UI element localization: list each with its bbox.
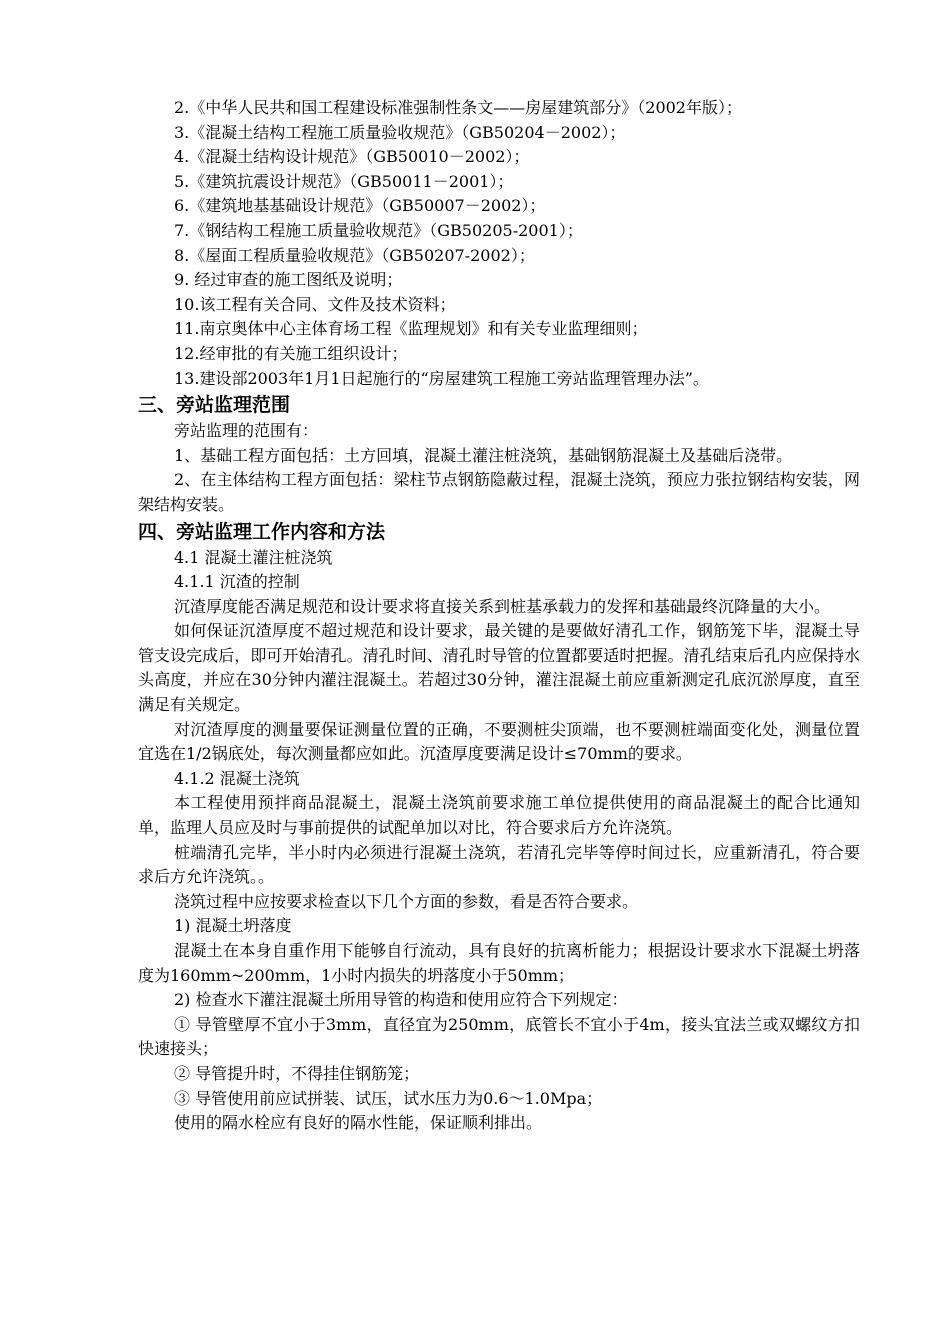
paragraph: 浇筑过程中应按要求检查以下几个方面的参数，看是否符合要求。 [174, 891, 639, 911]
paragraph: 混凝土在本身自重作用下能够自行流动，具有良好的抗离析能力；根据设计要求水下混凝土坍落度为160mm~200mm，1小时内损失的坍落度小于50mm； [138, 941, 860, 985]
paragraph: 对沉渣厚度的测量要保证测量位置的正确，不要测桩尖顶端，也不要测桩端面变化处，测量位置宜选在1/2锅底处，每次测量都应如此。沉渣厚度要满足设计≤70mm的要求。 [138, 719, 860, 764]
list-item: ① 导管壁厚不宜小于3mm，直径宜为250mm，底管长不宜小于4m，接头宜法兰或双螺纹方扣快速接头； [138, 1014, 860, 1059]
reference-item: 5.《建筑抗震设计规范》（GB50011－2001）； [174, 171, 514, 191]
paragraph: 本工程使用预拌商品混凝土，混凝土浇筑前要求施工单位提供使用的商品混凝土的配合比通知单，监理人员应及时与事前提供的试配单加以对比，符合要求后方允许浇筑。 [138, 793, 860, 838]
paragraph: 如何保证沉渣厚度不超过规范和设计要求，最关键的是要做好清孔工作，钢筋笼下毕，混凝土导管支设完成后，即可开始清孔。清孔时间、清孔时导管的位置都要适时把握。清孔结束后孔内应保持水头高度，并应在30分钟内灌注混凝土。若超过30分钟，灌注混凝土前应重新测定孔底沉淤厚度，直至满足有关规定。 [138, 621, 860, 715]
reference-item: 10.该工程有关合同、文件及技术资料； [174, 294, 456, 314]
list-item: 1) 混凝土坍落度 [174, 916, 292, 936]
paragraph: 2、在主体结构工程方面包括：梁柱节点钢筋隐蔽过程，混凝土浇筑，预应力张拉钢结构安装，网架结构安装。 [138, 470, 860, 514]
section-heading: 四、旁站监理工作内容和方法 [138, 520, 386, 543]
reference-item: 4.《混凝土结构设计规范》（GB50010－2002）； [174, 147, 530, 167]
reference-item: 9. 经过审查的施工图纸及说明； [174, 270, 403, 290]
reference-list [138, 96, 860, 391]
list-item: ② 导管提升时，不得挂住钢筋笼； [174, 1063, 420, 1083]
document-body [138, 96, 860, 1136]
subsection-heading: 4.1.1 沉渣的控制 [174, 572, 300, 592]
reference-item: 2.《中华人民共和国工程建设标准强制性条文——房屋建筑部分》（2002年版）； [174, 98, 742, 117]
list-item: 2) 检查水下灌注混凝土所用导管的构造和使用应符合下列规定： [174, 990, 628, 1010]
paragraph: 1、基础工程方面包括：土方回填，混凝土灌注桩浇筑，基础钢筋混凝土及基础后浇带。 [174, 445, 793, 465]
paragraph: 桩端清孔完毕，半小时内必须进行混凝土浇筑，若清孔完毕等停时间过长，应重新清孔，符合要求后方允许浇筑。。 [138, 842, 860, 887]
reference-item: 13.建设部2003年1月1日起施行的“房屋建筑工程施工旁站监理管理办法”。 [174, 368, 709, 388]
reference-item: 3.《混凝土结构工程施工质量验收规范》（GB50204－2002）； [174, 122, 626, 142]
paragraph: 沉渣厚度能否满足规范和设计要求将直接关系到桩基承载力的发挥和基础最终沉降量的大小。 [174, 596, 831, 616]
reference-item: 12.经审批的有关施工组织设计； [174, 343, 408, 363]
reference-item: 7.《钢结构工程施工质量验收规范》（GB50205-2001）； [174, 220, 583, 240]
subsection-heading: 4.1 混凝土灌注桩浇筑 [174, 547, 333, 567]
reference-item: 8.《屋面工程质量验收规范》（GB50207-2002）； [174, 245, 535, 265]
reference-item: 11.南京奥体中心主体育场工程《监理规划》和有关专业监理细则； [174, 319, 648, 339]
list-item: ③ 导管使用前应试拼装、试压，试水压力为0.6～1.0Mpa； [174, 1088, 603, 1108]
paragraph: 使用的隔水栓应有良好的隔水性能，保证顺利排出。 [174, 1113, 543, 1133]
section-heading: 三、旁站监理范围 [138, 394, 291, 417]
paragraph: 旁站监理的范围有： [174, 421, 319, 441]
reference-item: 6.《建筑地基基础设计规范》（GB50007－2002）； [174, 196, 546, 216]
subsection-heading: 4.1.2 混凝土浇筑 [174, 768, 300, 788]
